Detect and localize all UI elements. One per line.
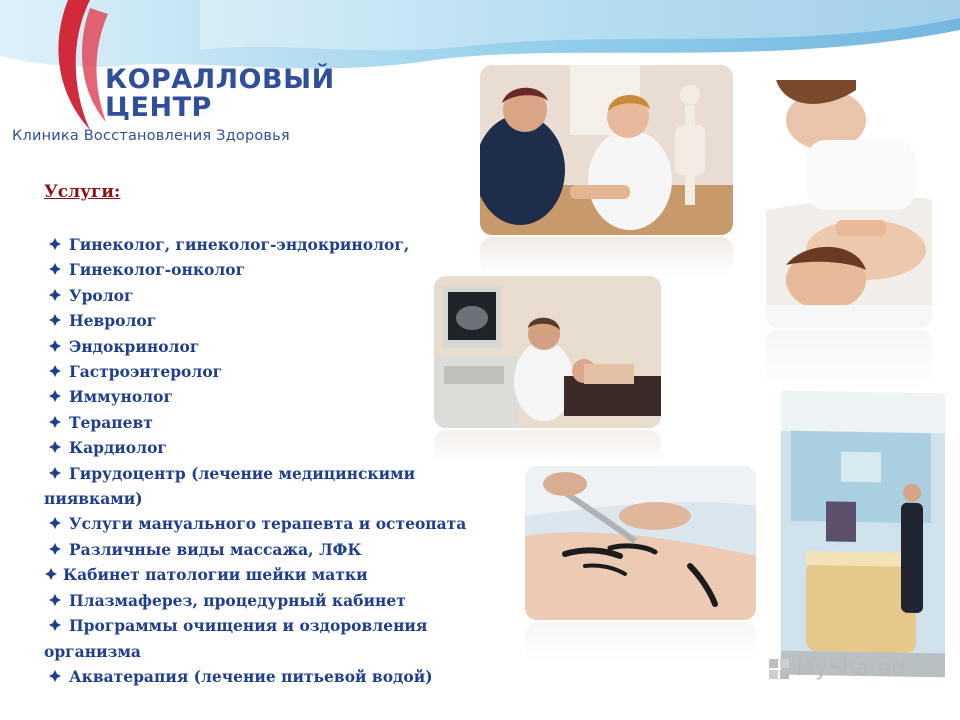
- service-label: Плазмаферез, процедурный кабинет: [69, 590, 406, 610]
- myshared-logo-icon: [768, 658, 790, 680]
- service-label: Невролог: [69, 311, 157, 331]
- list-item: [44, 562, 519, 587]
- diamond-bullet-icon: [49, 365, 61, 377]
- diamond-bullet-icon: [49, 543, 61, 555]
- service-label: Гинеколог-онколог: [69, 260, 246, 280]
- photo-reception: [781, 391, 945, 678]
- diamond-bullet-icon: [49, 289, 61, 301]
- photo-consultation: [480, 65, 733, 235]
- list-item: [44, 664, 519, 689]
- photo-consultation-reflection: [480, 237, 733, 277]
- watermark-text: MyShared: [796, 656, 906, 681]
- diamond-bullet-icon: [49, 441, 61, 453]
- leech-therapy-image: [525, 466, 756, 620]
- service-label: Эндокринолог: [69, 336, 200, 356]
- photo-ultrasound: [434, 276, 661, 428]
- service-label: Акватерапия (лечение питьевой водой): [69, 666, 433, 686]
- service-label: Гинеколог, гинеколог-эндокринолог,: [69, 235, 410, 254]
- logo-subtitle: Клиника Восстановления Здоровья: [12, 128, 290, 144]
- diamond-bullet-icon: [49, 619, 61, 631]
- services-heading: Услуги:: [44, 182, 121, 202]
- consultation-image: [480, 65, 733, 235]
- ultrasound-image: [434, 276, 661, 428]
- diamond-bullet-icon: [49, 594, 61, 606]
- watermark: [768, 656, 905, 681]
- service-label: Терапевт: [69, 412, 153, 432]
- photo-ultrasound-reflection: [434, 430, 661, 466]
- photo-hirudotherapy-reflection: [525, 622, 756, 662]
- diamond-bullet-icon: [49, 263, 61, 275]
- list-item: [44, 511, 519, 536]
- massage-image: [766, 80, 932, 328]
- diamond-bullet-icon: [49, 390, 61, 402]
- list-item: [44, 588, 519, 613]
- service-label: Гирудоцентр (лечение медицинскими пиявками): [44, 463, 416, 509]
- diamond-bullet-icon: [49, 238, 61, 250]
- service-label: Кабинет патологии шейки матки: [63, 565, 368, 585]
- photo-massage: [766, 80, 932, 328]
- service-label: Программы очищения и оздоровления организма: [44, 616, 428, 661]
- diamond-bullet-icon: [49, 517, 61, 529]
- list-item: [44, 613, 519, 664]
- reception-image: [781, 391, 945, 678]
- logo-title-line1: КОРАЛЛОВЫЙ: [105, 64, 335, 95]
- diamond-bullet-icon: [49, 670, 61, 682]
- diamond-bullet-icon: [45, 568, 57, 580]
- service-label: Кардиолог: [69, 438, 167, 458]
- diamond-bullet-icon: [49, 467, 61, 479]
- service-label: Гастроэнтеролог: [69, 362, 223, 382]
- diamond-bullet-icon: [49, 314, 61, 326]
- photo-hirudotherapy: [525, 466, 756, 620]
- list-item: [44, 461, 519, 512]
- diamond-bullet-icon: [49, 340, 61, 352]
- service-label: Уролог: [69, 285, 134, 305]
- service-label: Различные виды массажа, ЛФК: [69, 539, 362, 559]
- diamond-bullet-icon: [49, 416, 61, 428]
- list-item: [44, 537, 519, 562]
- logo-title-line2: ЦЕНТР: [105, 92, 212, 123]
- service-label: Иммунолог: [69, 387, 173, 407]
- list-item: [44, 232, 519, 257]
- service-label: Услуги мануального терапевта и остеопата: [69, 514, 467, 534]
- logo-title: [105, 66, 335, 122]
- photo-massage-reflection: [766, 330, 932, 390]
